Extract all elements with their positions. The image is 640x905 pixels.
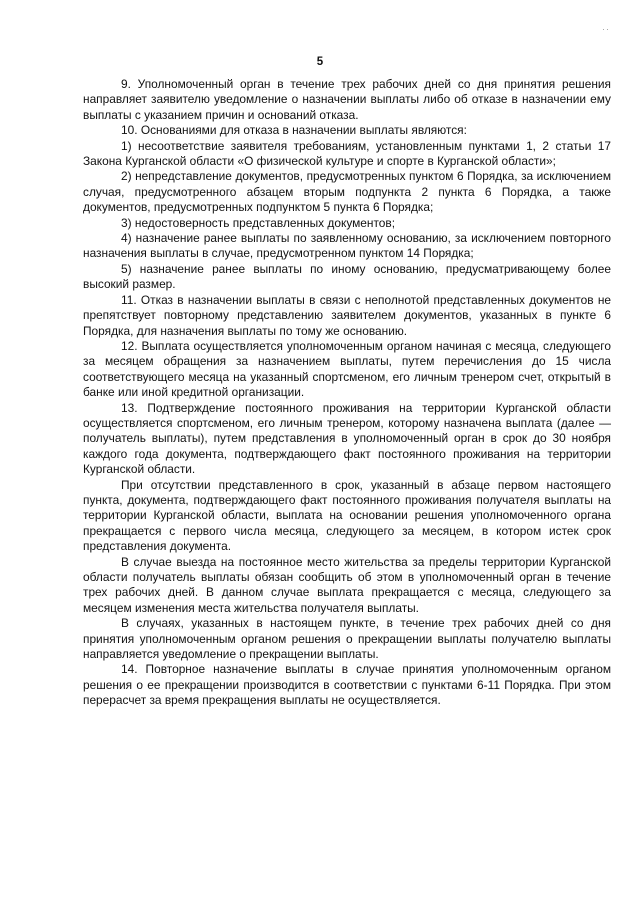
list-item-4: 4) назначение ранее выплаты по заявленному основанию, за исключением повторного назначения выплаты в случае, предусмотренном пунктом 14 Порядка; <box>83 231 611 261</box>
document-body <box>83 77 611 709</box>
paragraph-14: 14. Повторное назначение выплаты в случае принятия уполномоченным органом решения о ее прекращении производится в соответствии с пунктами 6-11 Порядка. При этом перерасчет за время прекращения выплаты не осуществляется. <box>83 662 611 708</box>
list-item-2: 2) непредставление документов, предусмотренных пунктом 6 Порядка, за исключением случая, предусмотренного абзацем вторым подпункта 2 пункта 6 Порядка, а также документов, предусмотренных подпунктом 5 пункта 6 Порядка; <box>83 169 611 215</box>
list-item-3: 3) недостоверность представленных документов; <box>121 215 396 230</box>
paragraph-10: 10. Основаниями для отказа в назначении выплаты являются: <box>121 123 467 138</box>
paragraph-12: 12. Выплата осуществляется уполномоченным органом начиная с месяца, следующего за месяцем обращения за назначением выплаты, путем перечисления до 15 числа соответствующего месяца на указанный спортсменом, его личным тренером счет, открытый в банке или иной кредитной организации. <box>83 338 611 400</box>
paragraph-9: 9. Уполномоченный орган в течение трех рабочих дней со дня принятия решения направляет заявителю уведомление о назначении выплаты либо об отказе в назначении ему выплаты с указанием причин и оснований отказа. <box>83 77 611 122</box>
paragraph-13-part-4: В случаях, указанных в настоящем пункте, в течение трех рабочих дней со дня принятия уполномоченным органом решения о прекращении выплаты получателю выплаты направляется уведомление о прекращении выплаты. <box>83 616 611 662</box>
page-number: 5 <box>316 56 324 68</box>
paragraph-11: 11. Отказ в назначении выплаты в связи с неполнотой представленных документов не препятствует повторному представлению заявителем документов, указанных в пункте 6 Порядка, для назначения выплаты по тому же основанию. <box>83 292 611 338</box>
list-item-1: 1) несоответствие заявителя требованиям, установленным пунктами 1, 2 статьи 17 Закона Курганской области «О физической культуре и спорте в Курганской области»; <box>83 138 611 169</box>
paragraph-13: 13. Подтверждение постоянного проживания на территории Курганской области осуществляется спортсменом, его личным тренером, которому назначена выплата (далее — получатель выплаты), путем представления в уполномоченный орган в срок до 30 ноября каждого года документа, подтверждающего факт постоянного проживания на территории Курганской области. <box>83 400 611 477</box>
list-item-5: 5) назначение ранее выплаты по иному основанию, предусматривающему более высокий размер. <box>83 261 611 292</box>
corner-mark: ·· <box>602 24 610 34</box>
paragraph-13-part-3: В случае выезда на постоянное место жительства за пределы территории Курганской области получатель выплаты обязан сообщить об этом в уполномоченный орган в течение трех рабочих дней. В данном случае выплата прекращается с месяца, следующего за месяцем изменения места жительства получателя выплаты. <box>83 554 611 615</box>
paragraph-13-part-2: При отсутствии представленного в срок, указанный в абзаце первом настоящего пункта, документа, подтверждающего факт постоянного проживания получателя выплаты на территории Курганской области, выплата на основании решения уполномоченного органа прекращается с первого числа месяца, следующего за месяцем, в котором истек срок представления документа. <box>83 477 611 554</box>
